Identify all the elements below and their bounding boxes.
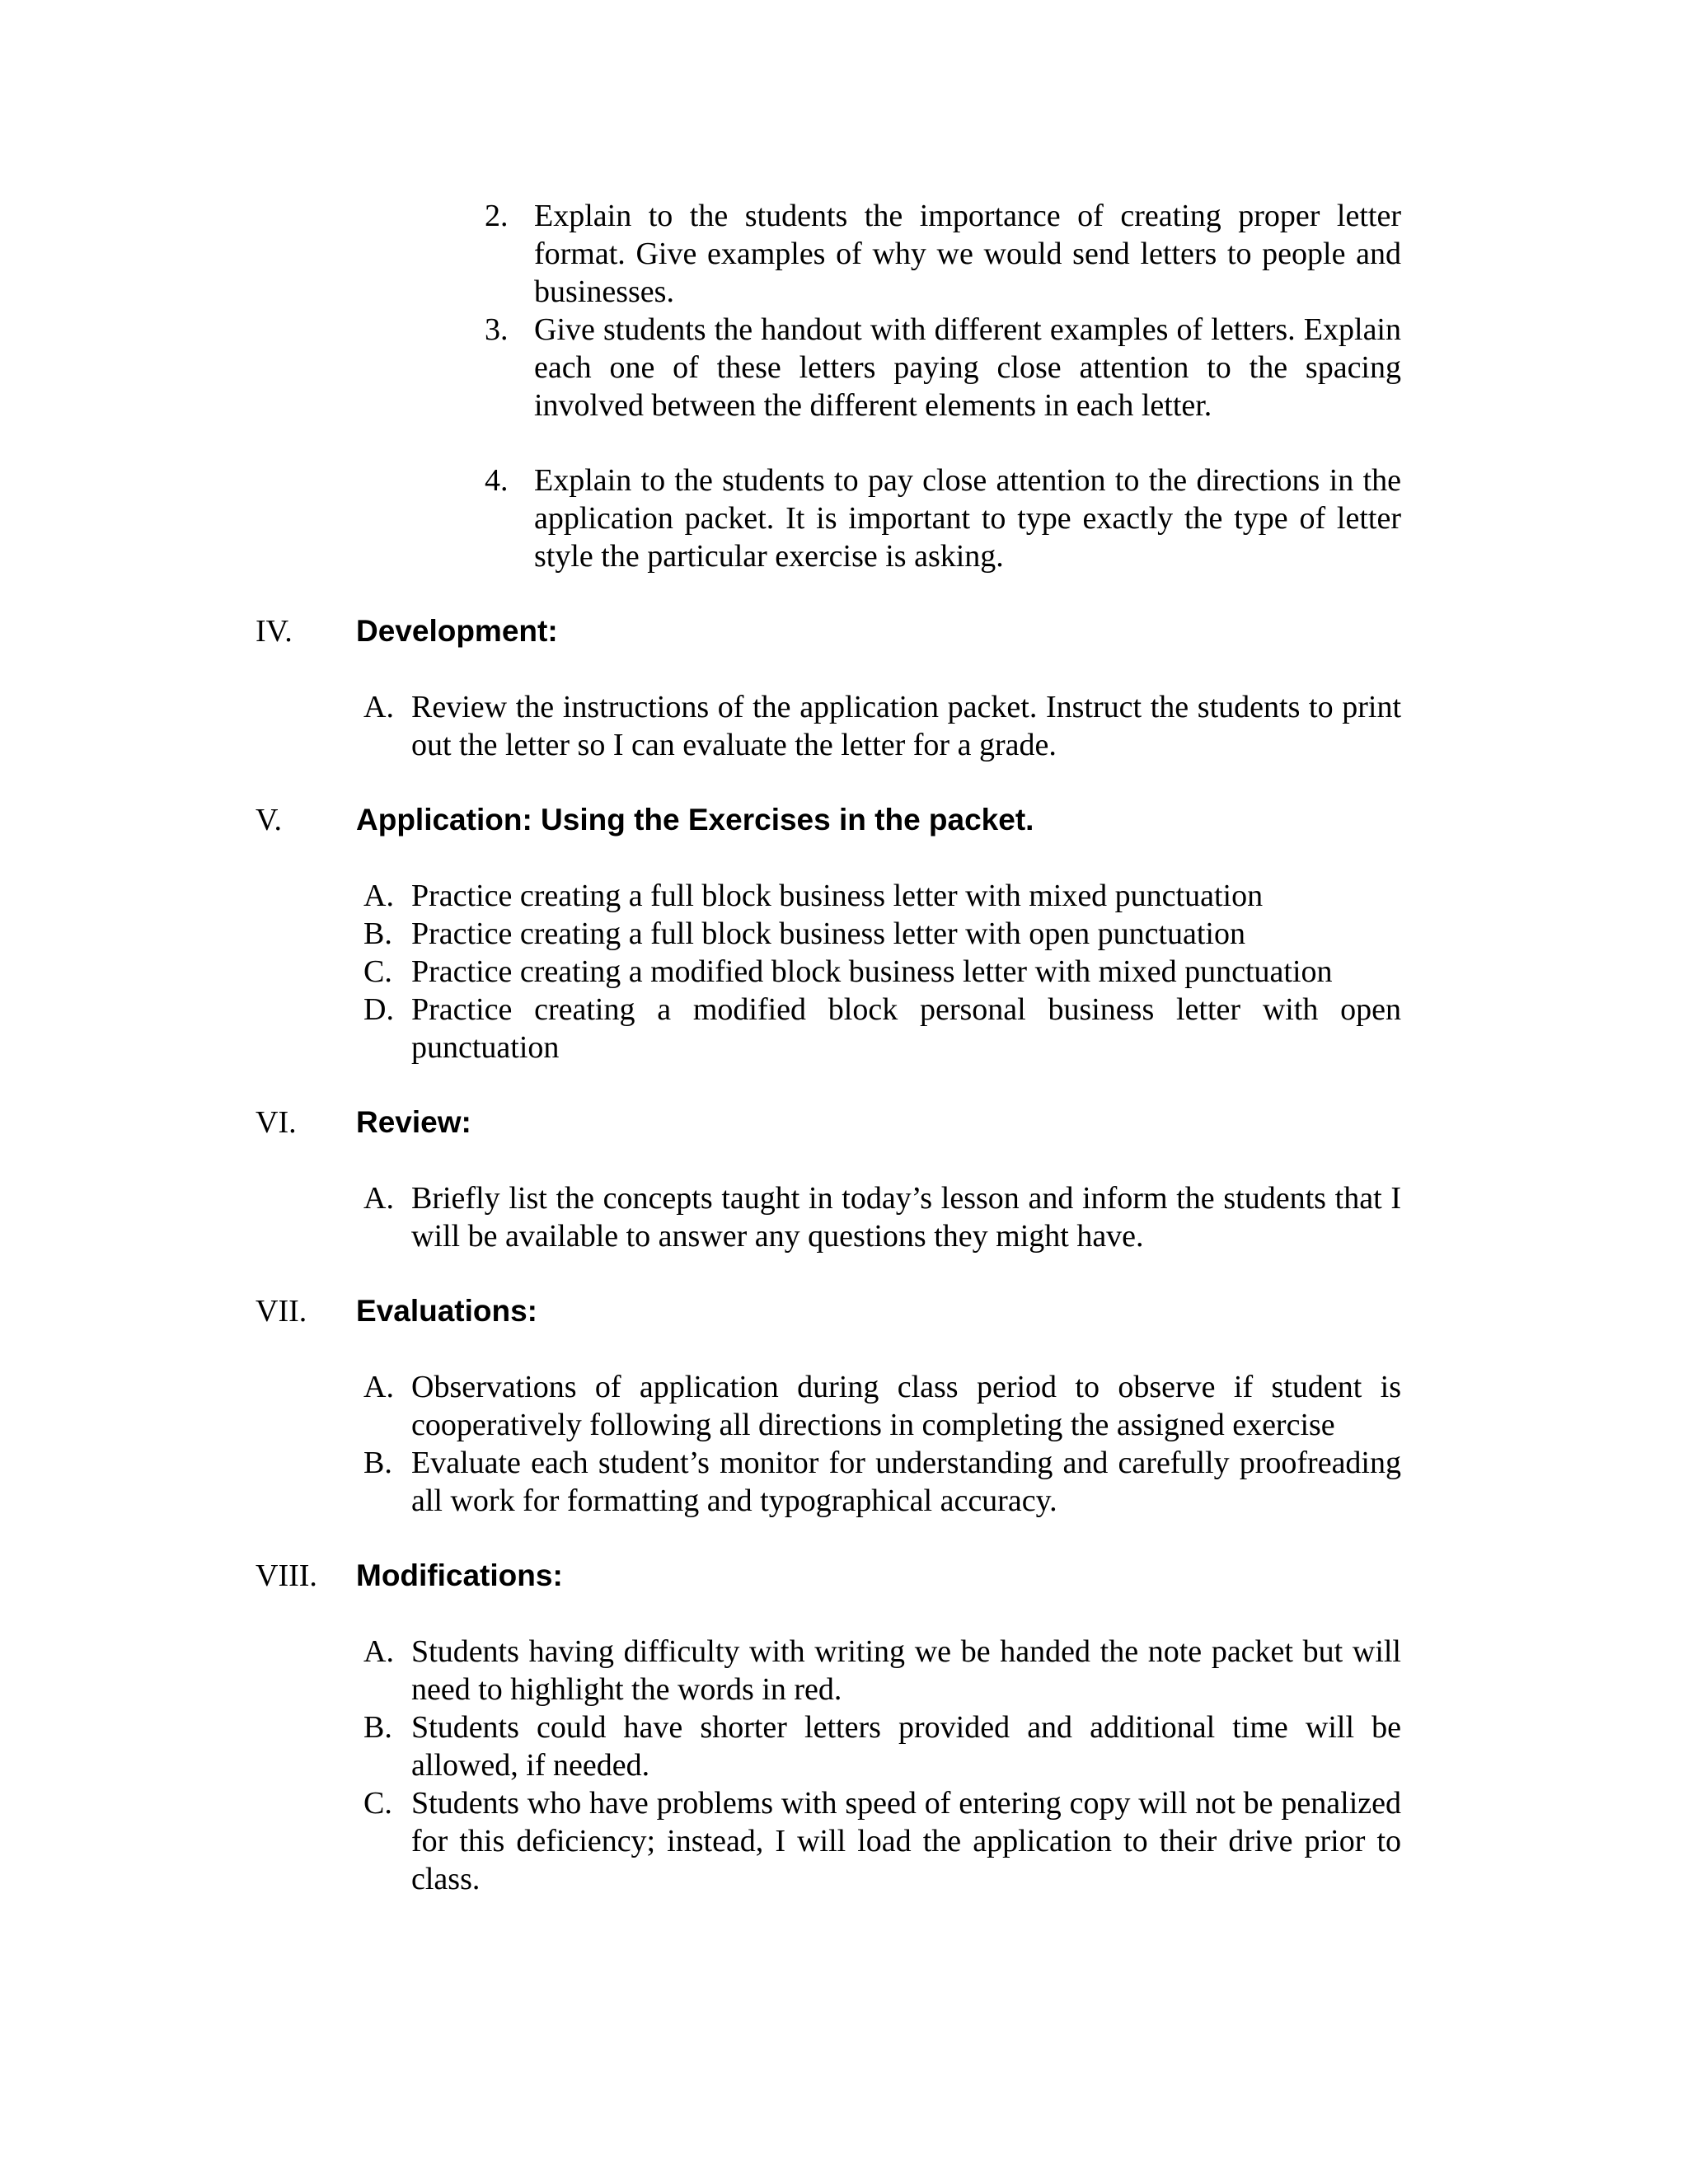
item-letter: A. — [363, 690, 394, 724]
section-title: Modifications: — [356, 1558, 563, 1592]
item-text: Practice creating a full block business letter with open punctuation — [411, 916, 1245, 951]
item-letter: D. — [363, 992, 394, 1027]
item-letter: A. — [363, 879, 394, 913]
item-letter: A. — [363, 1634, 394, 1669]
method-item-number: 4. — [485, 463, 509, 498]
section-number: VI. — [256, 1105, 297, 1140]
item-letter: B. — [363, 916, 392, 951]
item-text: Observations of application during class period to observe if student is cooperatively following all directions in completing the assigned exercise — [411, 1370, 1401, 1442]
section-number: IV. — [256, 614, 293, 649]
item-letter: B. — [363, 1710, 392, 1745]
item-text: Practice creating a full block business letter with mixed punctuation — [411, 879, 1264, 913]
item-text: Students who have problems with speed of entering copy will not be penalized for this deficiency; instead, I will load the application to their drive prior to class. — [411, 1786, 1401, 1896]
item-letter: B. — [363, 1446, 392, 1480]
item-text: Evaluate each student’s monitor for understanding and carefully proofreading all work for formatting and typographical accuracy. — [411, 1446, 1401, 1518]
method-item-number: 3. — [485, 312, 509, 347]
item-letter: A. — [363, 1181, 394, 1216]
section-number: V. — [256, 803, 283, 837]
section-number: VIII. — [256, 1558, 317, 1593]
section-title: Review: — [356, 1105, 471, 1139]
item-letter: C. — [363, 954, 392, 989]
item-letter: C. — [363, 1786, 392, 1821]
item-text: Practice creating a modified block business letter with mixed punctuation — [411, 954, 1333, 989]
item-text: Practice creating a modified block personal business letter with open punctuation — [411, 992, 1401, 1065]
item-text: Briefly list the concepts taught in today’s lesson and inform the students that I will be available to answer any questions they might have. — [411, 1181, 1401, 1254]
section-title: Application: Using the Exercises in the packet. — [356, 803, 1034, 837]
method-item-text: Explain to the students the importance of creating proper letter format. Give examples of why we would send letters to people and businesses. — [534, 199, 1401, 309]
method-item-number: 2. — [485, 199, 509, 233]
section-number: VII. — [256, 1294, 307, 1329]
item-text: Students having difficulty with writing we be handed the note packet but will need to highlight the words in red. — [411, 1634, 1401, 1707]
item-letter: A. — [363, 1370, 394, 1404]
item-text: Students could have shorter letters provided and additional time will be allowed, if needed. — [411, 1710, 1401, 1783]
method-item-text: Explain to the students to pay close attention to the directions in the application packet. It is important to type exactly the type of letter style the particular exercise is asking. — [534, 463, 1401, 574]
section-title: Evaluations: — [356, 1294, 537, 1328]
method-item-text: Give students the handout with different examples of letters. Explain each one of these letters paying close attention to the spacing involved between the different elements in each letter. — [534, 312, 1401, 423]
item-text: Review the instructions of the application packet. Instruct the students to print out the letter so I can evaluate the letter for a grade. — [411, 690, 1401, 762]
section-title: Development: — [356, 614, 558, 648]
